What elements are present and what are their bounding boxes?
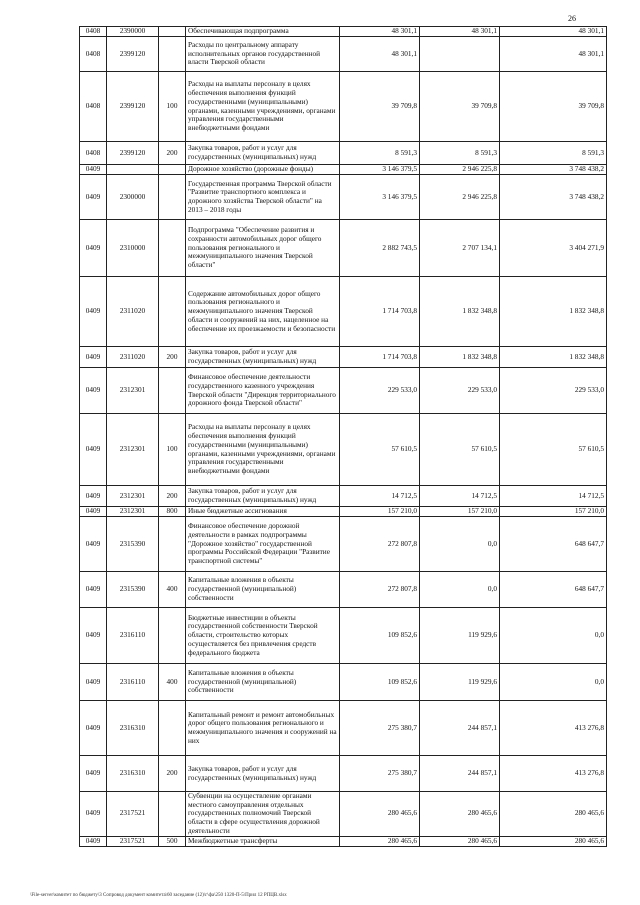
amount-cell-3: 8 591,3 <box>500 142 607 165</box>
amount-cell-3: 413 276,8 <box>500 756 607 792</box>
table-row <box>80 701 607 756</box>
table-row <box>80 836 607 846</box>
expense-type-cell: 100 <box>159 414 186 486</box>
section-code-cell: 0409 <box>80 664 107 701</box>
expense-type-cell: 200 <box>159 486 186 507</box>
item-name-cell: Бюджетные инвестиции в объекты государственной собственности Тверской области, строительство которых осуществляется без привлечения средств федерального бюджета <box>186 608 340 664</box>
amount-cell-3: 57 610,5 <box>500 414 607 486</box>
table-row <box>80 72 607 142</box>
section-code-cell: 0408 <box>80 27 107 37</box>
article-code-cell: 2316310 <box>107 701 159 756</box>
item-name-cell: Капитальные вложения в объекты государственной (муниципальной) собственности <box>186 664 340 701</box>
amount-cell-1: 3 146 379,5 <box>340 165 420 175</box>
section-code-cell: 0409 <box>80 792 107 837</box>
section-code-cell: 0409 <box>80 701 107 756</box>
article-code-cell: 2399120 <box>107 142 159 165</box>
table-row <box>80 507 607 517</box>
budget-table <box>79 26 607 847</box>
section-code-cell: 0409 <box>80 507 107 517</box>
section-code-cell: 0409 <box>80 414 107 486</box>
amount-cell-2: 280 465,6 <box>420 792 500 837</box>
amount-cell-3: 648 647,7 <box>500 572 607 608</box>
expense-type-cell <box>159 792 186 837</box>
item-name-cell: Расходы по центральному аппарату исполнительных органов государственной власти Тверской области <box>186 37 340 72</box>
amount-cell-2: 57 610,5 <box>420 414 500 486</box>
article-code-cell: 2315390 <box>107 572 159 608</box>
amount-cell-2: 48 301,1 <box>420 27 500 37</box>
section-code-cell: 0409 <box>80 517 107 572</box>
section-code-cell: 0408 <box>80 142 107 165</box>
amount-cell-3: 413 276,8 <box>500 701 607 756</box>
amount-cell-2: 229 533,0 <box>420 368 500 414</box>
item-name-cell: Государственная программа Тверской области "Развитие транспортного комплекса и дорожного хозяйства Тверской области" на 2013 – 2018 годы <box>186 175 340 220</box>
amount-cell-2: 2 946 225,8 <box>420 175 500 220</box>
article-code-cell: 2316110 <box>107 608 159 664</box>
article-code-cell: 2312301 <box>107 486 159 507</box>
item-name-cell: Закупка товаров, работ и услуг для государственных (муниципальных) нужд <box>186 756 340 792</box>
expense-type-cell <box>159 517 186 572</box>
item-name-cell: Капитальный ремонт и ремонт автомобильных дорог общего пользования регионального и межмуниципального значения и сооружений на них <box>186 701 340 756</box>
amount-cell-3: 648 647,7 <box>500 517 607 572</box>
amount-cell-1: 272 807,8 <box>340 572 420 608</box>
table-row <box>80 664 607 701</box>
amount-cell-1: 275 380,7 <box>340 756 420 792</box>
table-row <box>80 414 607 486</box>
expense-type-cell: 200 <box>159 756 186 792</box>
section-code-cell: 0409 <box>80 572 107 608</box>
item-name-cell: Капитальные вложения в объекты государственной (муниципальной) собственности <box>186 572 340 608</box>
amount-cell-1: 39 709,8 <box>340 72 420 142</box>
amount-cell-1: 109 852,6 <box>340 608 420 664</box>
table-row <box>80 608 607 664</box>
expense-type-cell <box>159 165 186 175</box>
amount-cell-2: 119 929,6 <box>420 608 500 664</box>
item-name-cell: Финансовое обеспечение дорожной деятельности в рамках подпрограммы "Дорожное хозяйство" государственной программы Российской Федерации "Развитие транспортной системы" <box>186 517 340 572</box>
table-row <box>80 27 607 37</box>
amount-cell-2: 1 832 348,8 <box>420 347 500 368</box>
section-code-cell: 0409 <box>80 165 107 175</box>
amount-cell-3: 280 465,6 <box>500 792 607 837</box>
section-code-cell: 0408 <box>80 72 107 142</box>
amount-cell-2 <box>420 37 500 72</box>
amount-cell-1: 57 610,5 <box>340 414 420 486</box>
amount-cell-2: 2 946 225,8 <box>420 165 500 175</box>
amount-cell-3: 48 301,1 <box>500 27 607 37</box>
table-row <box>80 175 607 220</box>
amount-cell-1: 280 465,6 <box>340 836 420 846</box>
item-name-cell: Закупка товаров, работ и услуг для государственных (муниципальных) нужд <box>186 486 340 507</box>
section-code-cell: 0409 <box>80 175 107 220</box>
amount-cell-2: 39 709,8 <box>420 72 500 142</box>
table-row <box>80 368 607 414</box>
section-code-cell: 0409 <box>80 836 107 846</box>
item-name-cell: Подпрограмма "Обеспечение развития и сохранности автомобильных дорог общего пользования регионального и межмуниципального значения Тверской области" <box>186 220 340 277</box>
expense-type-cell: 200 <box>159 347 186 368</box>
item-name-cell: Расходы на выплаты персоналу в целях обеспечения выполнения функций государственными (муниципальными) органами, казенными учреждениями, органами управления государственными внебюджетными фондами <box>186 72 340 142</box>
amount-cell-3: 0,0 <box>500 664 607 701</box>
article-code-cell: 2315390 <box>107 517 159 572</box>
amount-cell-1: 48 301,1 <box>340 37 420 72</box>
article-code-cell: 2399120 <box>107 72 159 142</box>
article-code-cell: 2312301 <box>107 414 159 486</box>
table-row <box>80 486 607 507</box>
amount-cell-2: 244 857,1 <box>420 701 500 756</box>
item-name-cell: Финансовое обеспечение деятельности государственного казенного учреждения Тверской области "Дирекция территориального дорожного фонда Тверской области" <box>186 368 340 414</box>
section-code-cell: 0409 <box>80 756 107 792</box>
item-name-cell: Содержание автомобильных дорог общего пользования регионального и межмуниципального значения Тверской области и сооружений на них, нацеленное на обеспечение их проезжаемости и безопасности <box>186 277 340 347</box>
article-code-cell: 2317521 <box>107 836 159 846</box>
amount-cell-1: 1 714 703,8 <box>340 347 420 368</box>
expense-type-cell <box>159 368 186 414</box>
amount-cell-1: 14 712,5 <box>340 486 420 507</box>
amount-cell-3: 48 301,1 <box>500 37 607 72</box>
expense-type-cell: 400 <box>159 572 186 608</box>
expense-type-cell: 400 <box>159 664 186 701</box>
section-code-cell: 0409 <box>80 220 107 277</box>
article-code-cell: 2311020 <box>107 277 159 347</box>
amount-cell-1: 280 465,6 <box>340 792 420 837</box>
amount-cell-1: 275 380,7 <box>340 701 420 756</box>
item-name-cell: Закупка товаров, работ и услуг для государственных (муниципальных) нужд <box>186 347 340 368</box>
table-row <box>80 517 607 572</box>
amount-cell-2: 157 210,0 <box>420 507 500 517</box>
expense-type-cell <box>159 27 186 37</box>
article-code-cell: 2316110 <box>107 664 159 701</box>
amount-cell-1: 157 210,0 <box>340 507 420 517</box>
section-code-cell: 0409 <box>80 277 107 347</box>
item-name-cell: Расходы на выплаты персоналу в целях обеспечения выполнения функций государственными (муниципальными) органами, казенными учреждениями, органами управления государственными внебюджетными фондами <box>186 414 340 486</box>
amount-cell-2: 0,0 <box>420 572 500 608</box>
amount-cell-2: 0,0 <box>420 517 500 572</box>
article-code-cell <box>107 165 159 175</box>
section-code-cell: 0408 <box>80 37 107 72</box>
table-row <box>80 142 607 165</box>
table-row <box>80 165 607 175</box>
item-name-cell: Иные бюджетные ассигнования <box>186 507 340 517</box>
table-row <box>80 220 607 277</box>
amount-cell-1: 229 533,0 <box>340 368 420 414</box>
amount-cell-3: 0,0 <box>500 608 607 664</box>
amount-cell-2: 280 465,6 <box>420 836 500 846</box>
expense-type-cell <box>159 220 186 277</box>
article-code-cell: 2300000 <box>107 175 159 220</box>
amount-cell-3: 1 832 348,8 <box>500 347 607 368</box>
amount-cell-2: 8 591,3 <box>420 142 500 165</box>
amount-cell-1: 48 301,1 <box>340 27 420 37</box>
amount-cell-3: 3 748 438,2 <box>500 175 607 220</box>
page-number: 26 <box>568 14 576 23</box>
expense-type-cell: 100 <box>159 72 186 142</box>
amount-cell-2: 119 929,6 <box>420 664 500 701</box>
article-code-cell: 2317521 <box>107 792 159 837</box>
table-body <box>80 27 607 847</box>
article-code-cell: 2316310 <box>107 756 159 792</box>
amount-cell-1: 3 146 379,5 <box>340 175 420 220</box>
amount-cell-1: 109 852,6 <box>340 664 420 701</box>
section-code-cell: 0409 <box>80 608 107 664</box>
expense-type-cell <box>159 37 186 72</box>
table-row <box>80 792 607 837</box>
section-code-cell: 0409 <box>80 368 107 414</box>
table-row <box>80 37 607 72</box>
amount-cell-1: 1 714 703,8 <box>340 277 420 347</box>
amount-cell-1: 8 591,3 <box>340 142 420 165</box>
article-code-cell: 2311020 <box>107 347 159 368</box>
amount-cell-2: 14 712,5 <box>420 486 500 507</box>
expense-type-cell <box>159 701 186 756</box>
item-name-cell: Дорожное хозяйство (дорожные фонды) <box>186 165 340 175</box>
table-row <box>80 347 607 368</box>
amount-cell-3: 3 404 271,9 <box>500 220 607 277</box>
article-code-cell: 2312301 <box>107 368 159 414</box>
amount-cell-3: 1 832 348,8 <box>500 277 607 347</box>
amount-cell-3: 157 210,0 <box>500 507 607 517</box>
footer-file-path: \File-server\комитет по бюджету\3 Сопровод документ комитета\60 заседание (12)\г\фа\250 1320-П-5\Прил 12 РПЦВ.xlsx <box>30 893 287 898</box>
amount-cell-3: 14 712,5 <box>500 486 607 507</box>
item-name-cell: Субвенции на осуществление органами местного самоуправления отдельных государственных полномочий Тверской области в сфере осуществления дорожной деятельности <box>186 792 340 837</box>
expense-type-cell: 800 <box>159 507 186 517</box>
expense-type-cell <box>159 608 186 664</box>
section-code-cell: 0409 <box>80 486 107 507</box>
expense-type-cell: 200 <box>159 142 186 165</box>
amount-cell-1: 2 882 743,5 <box>340 220 420 277</box>
amount-cell-2: 1 832 348,8 <box>420 277 500 347</box>
amount-cell-2: 2 707 134,1 <box>420 220 500 277</box>
item-name-cell: Межбюджетные трансферты <box>186 836 340 846</box>
amount-cell-1: 272 807,8 <box>340 517 420 572</box>
amount-cell-2: 244 857,1 <box>420 756 500 792</box>
article-code-cell: 2312301 <box>107 507 159 517</box>
amount-cell-3: 3 748 438,2 <box>500 165 607 175</box>
article-code-cell: 2310000 <box>107 220 159 277</box>
item-name-cell: Обеспечивающая подпрограмма <box>186 27 340 37</box>
expense-type-cell <box>159 175 186 220</box>
amount-cell-3: 229 533,0 <box>500 368 607 414</box>
table-row <box>80 756 607 792</box>
article-code-cell: 2390000 <box>107 27 159 37</box>
item-name-cell: Закупка товаров, работ и услуг для государственных (муниципальных) нужд <box>186 142 340 165</box>
expense-type-cell: 500 <box>159 836 186 846</box>
expense-type-cell <box>159 277 186 347</box>
section-code-cell: 0409 <box>80 347 107 368</box>
table-row <box>80 572 607 608</box>
amount-cell-3: 280 465,6 <box>500 836 607 846</box>
article-code-cell: 2399120 <box>107 37 159 72</box>
table-row <box>80 277 607 347</box>
amount-cell-3: 39 709,8 <box>500 72 607 142</box>
